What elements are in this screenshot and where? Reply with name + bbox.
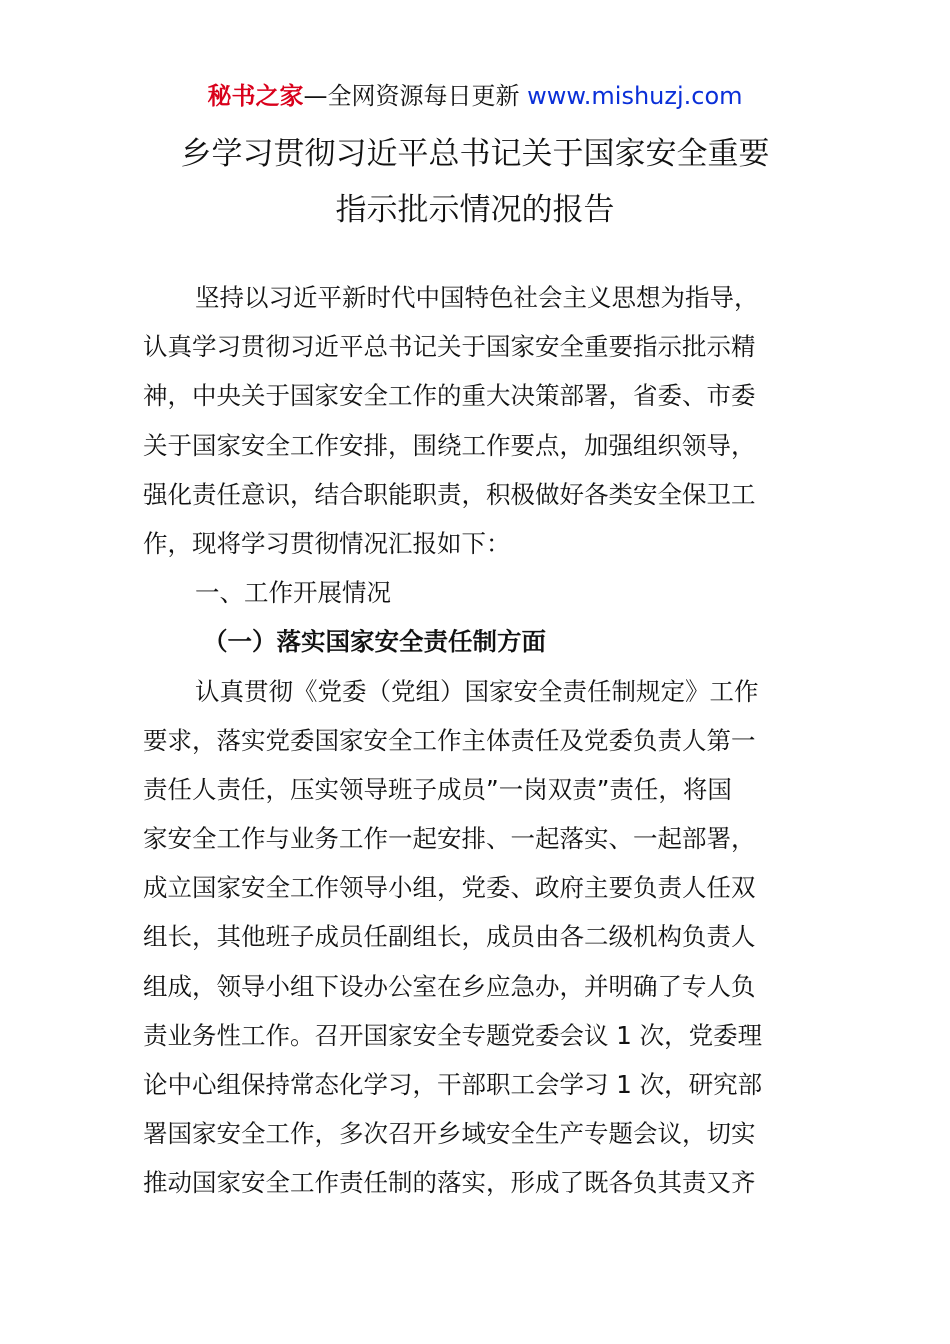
paragraph-1-line-3: 神，中央关于国家安全工作的重大决策部署，省委、市委: [143, 381, 756, 411]
paragraph-2-line-9: 论中心组保持常态化学习，干部职工会学习 1 次，研究部: [143, 1070, 763, 1099]
document-body: [143, 273, 808, 1208]
paragraph-2-line-10: 署国家安全工作，多次召开乡域安全生产专题会议，切实: [143, 1119, 756, 1149]
paragraph-2-line-4: 家安全工作与业务工作一起安排、一起落实、一起部署，: [143, 824, 756, 854]
paragraph-1-line-4: 关于国家安全工作安排，围绕工作要点，加强组织领导，: [143, 430, 756, 460]
paragraph-2-line-11: 推动国家安全工作责任制的落实，形成了既各负其责又齐: [143, 1168, 756, 1198]
brand-name: 秘书之家: [207, 82, 304, 110]
section-heading-1: 一、工作开展情况: [195, 578, 391, 608]
paragraph-1-line-5: 强化责任意识，结合职能职责，积极做好各类安全保卫工: [143, 479, 756, 509]
subsection-heading-1: （一）落实国家安全责任制方面: [203, 627, 546, 657]
site-url-link[interactable]: www.mishuzj.com: [527, 82, 743, 110]
paragraph-2-line-8: 责业务性工作。召开国家安全专题党委会议 1 次，党委理: [143, 1020, 763, 1050]
paragraph-2-line-5: 成立国家安全工作领导小组，党委、政府主要负责人任双: [143, 873, 756, 903]
paragraph-2-line-3: 责任人责任，压实领导班子成员”一岗双责”责任，将国: [143, 774, 732, 804]
paragraph-2-line-2: 要求，落实党委国家安全工作主体责任及党委负责人第一: [143, 725, 756, 755]
document-title: [0, 126, 950, 238]
paragraph-2-line-6: 组长，其他班子成员任副组长，成员由各二级机构负责人: [143, 922, 756, 952]
header-tagline: —全网资源每日更新: [303, 82, 528, 110]
paragraph-1-line-2: 认真学习贯彻习近平总书记关于国家安全重要指示批示精: [143, 332, 756, 362]
paragraph-1-line-1: 坚持以习近平新时代中国特色社会主义思想为指导，: [195, 283, 759, 312]
title-line-1: 乡学习贯彻习近平总书记关于国家安全重要: [180, 136, 770, 172]
title-line-2: 指示批示情况的报告: [335, 192, 615, 228]
paragraph-2-line-7: 组成，领导小组下设办公室在乡应急办，并明确了专人负: [143, 971, 756, 1001]
paragraph-2-line-1: 认真贯彻《党委（党组）国家安全责任制规定》工作: [195, 676, 759, 706]
paragraph-1-line-6: 作，现将学习贯彻情况汇报如下：: [143, 528, 511, 558]
site-header: [0, 80, 950, 112]
